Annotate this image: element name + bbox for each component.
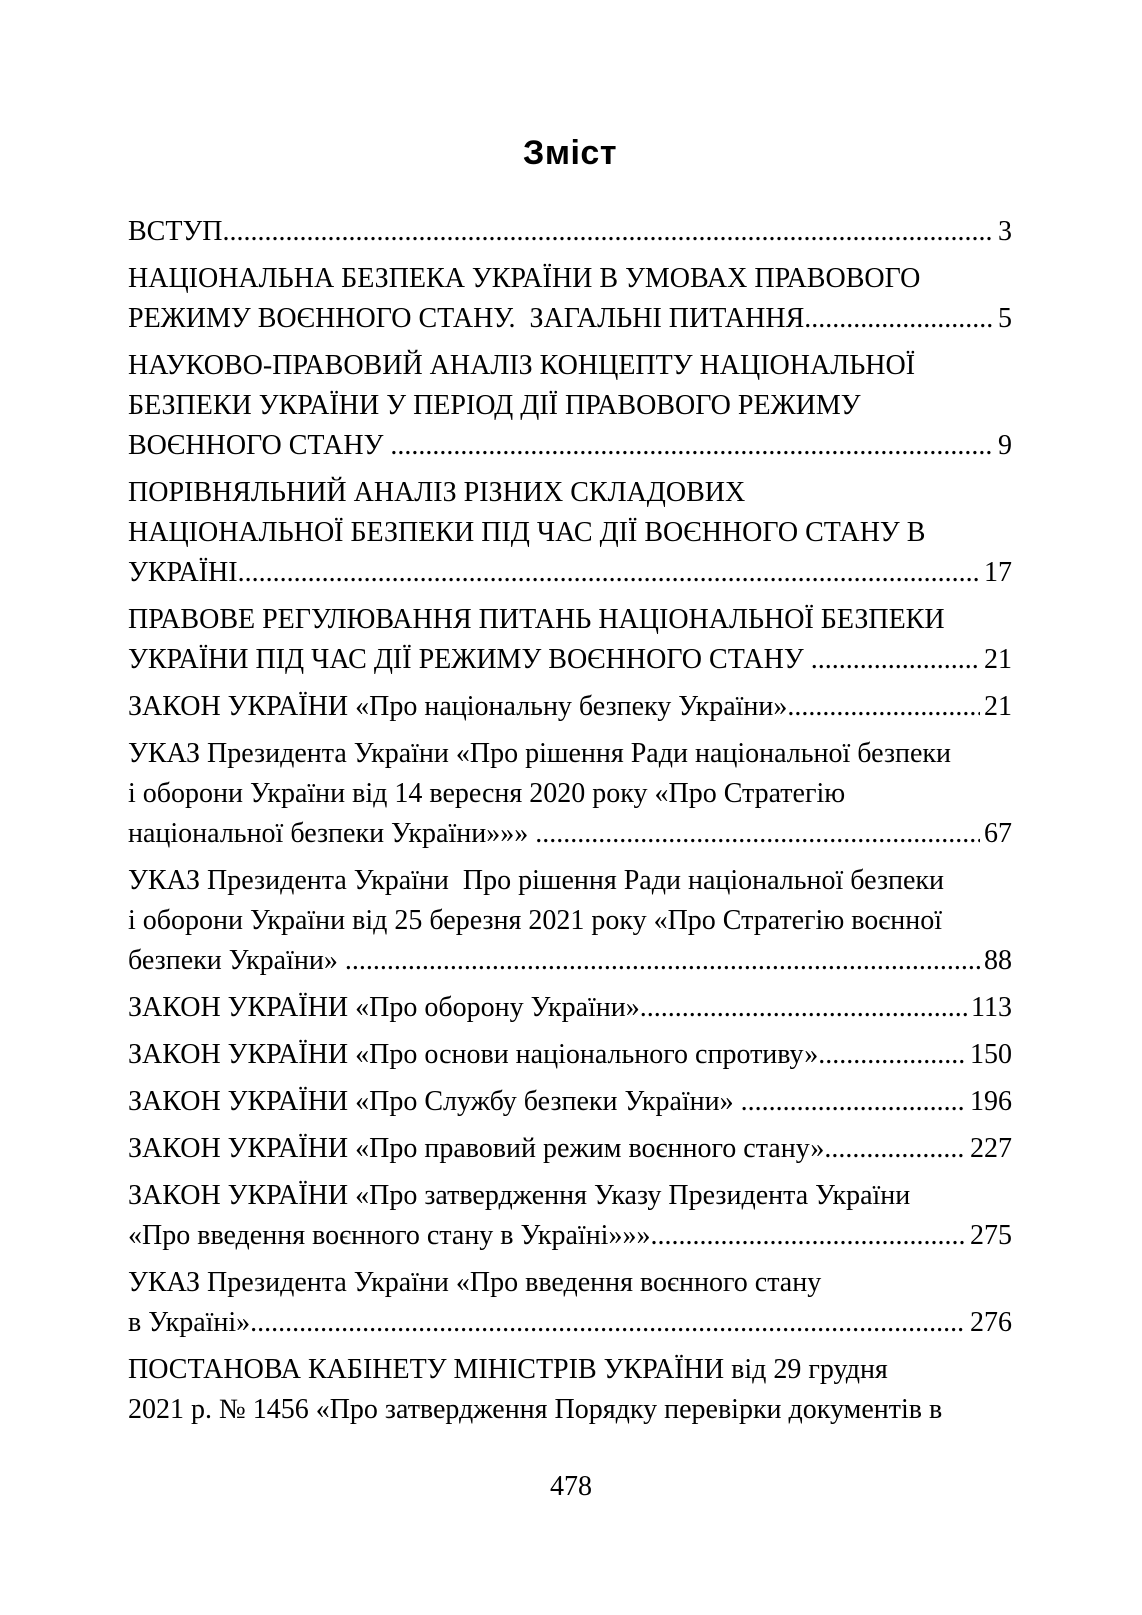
toc-entry-text: ЗАКОН УКРАЇНИ «Про основи національного спротиву» [128, 1039, 819, 1070]
toc-entry-text: і оборони України від 25 березня 2021 року «Про Стратегію воєнної [128, 905, 943, 936]
toc-entry [128, 473, 1012, 593]
toc-entry-text: УКРАЇНІ [128, 557, 238, 588]
dot-leader [650, 1216, 966, 1256]
dot-leader [811, 640, 980, 680]
toc-entry-text: ПОРІВНЯЛЬНИЙ АНАЛІЗ РІЗНИХ СКЛАДОВИХ [128, 477, 746, 508]
toc-entry-line [128, 1350, 1012, 1390]
toc-entry-page-number: 67 [984, 818, 1012, 849]
toc-entry-text: ПОСТАНОВА КАБІНЕТУ МІНІСТРІВ УКРАЇНИ від 29 грудня [128, 1354, 888, 1385]
toc-entry [128, 1176, 1012, 1256]
toc-entry-line [128, 1303, 1012, 1343]
toc-entry-page-number: 17 [984, 557, 1012, 588]
toc-entry [128, 1035, 1012, 1075]
toc-entry-line [128, 1082, 1012, 1122]
toc-entry-page-number: 3 [998, 216, 1012, 247]
toc-entry-text: УКАЗ Президента України Про рішення Ради національної безпеки [128, 865, 945, 896]
toc-entry-line [128, 640, 1012, 680]
page-title: Зміст [523, 134, 617, 172]
dot-leader [223, 212, 995, 252]
toc-entry-line [128, 212, 1012, 252]
toc-entry-text: і оборони України від 14 вересня 2020 року «Про Стратегію [128, 778, 846, 809]
toc-entry-text: ВСТУП [128, 216, 223, 247]
toc-entry-text: ЗАКОН УКРАЇНИ «Про Службу безпеки України» [128, 1086, 741, 1117]
toc-entry-line [128, 1390, 1012, 1430]
toc-entry [128, 861, 1012, 981]
toc-entry-line [128, 1035, 1012, 1075]
toc-entry-text: НАЦІОНАЛЬНОЇ БЕЗПЕКИ ПІД ЧАС ДІЇ ВОЄННОГО СТАНУ В [128, 517, 926, 548]
dot-leader [535, 814, 980, 854]
toc-entry-page-number: 113 [971, 992, 1012, 1023]
toc-entry-page-number: 275 [970, 1220, 1012, 1251]
toc-entry-line [128, 901, 1012, 941]
toc-entry [128, 212, 1012, 252]
toc-entry-text: в Україні» [128, 1307, 251, 1338]
toc-entry-text: НАЦІОНАЛЬНА БЕЗПЕКА УКРАЇНИ В УМОВАХ ПРАВОВОГО [128, 263, 921, 294]
toc-entry-line [128, 346, 1012, 386]
dot-leader [640, 988, 967, 1028]
dot-leader [787, 687, 980, 727]
toc-entry-page-number: 21 [984, 644, 1012, 675]
toc-entry-line [128, 299, 1012, 339]
toc-entry-page-number: 196 [970, 1086, 1012, 1117]
toc-entry-page-number: 227 [970, 1133, 1012, 1164]
toc-entry-line [128, 473, 1012, 513]
toc-entry [128, 988, 1012, 1028]
toc-entry-line [128, 259, 1012, 299]
toc-entry-text: національної безпеки України»»» [128, 818, 536, 849]
toc-content [128, 134, 1012, 1437]
toc-entry-page-number: 88 [984, 945, 1012, 976]
dot-leader [390, 426, 994, 466]
toc-entry-page-number: 150 [970, 1039, 1012, 1070]
toc-entry-text: «Про введення воєнного стану в Україні»»» [128, 1220, 651, 1251]
toc-entry-line [128, 513, 1012, 553]
toc-entry [128, 346, 1012, 466]
toc-entry [128, 687, 1012, 727]
toc-entry-text: ЗАКОН УКРАЇНИ «Про правовий режим воєнного стану» [128, 1133, 825, 1164]
toc-entry [128, 1082, 1012, 1122]
toc-entry-line [128, 1216, 1012, 1256]
dot-leader [818, 1035, 966, 1075]
toc-entry-text: ПРАВОВЕ РЕГУЛЮВАННЯ ПИТАНЬ НАЦІОНАЛЬНОЇ БЕЗПЕКИ [128, 604, 945, 635]
toc-entry-line [128, 941, 1012, 981]
toc-entry-line [128, 988, 1012, 1028]
toc-entry-line [128, 386, 1012, 426]
toc-entry-text: ВОЄННОГО СТАНУ [128, 430, 391, 461]
toc-entry-text: НАУКОВО-ПРАВОВИЙ АНАЛІЗ КОНЦЕПТУ НАЦІОНАЛЬНОЇ [128, 350, 916, 381]
toc-entry-text: 2021 р. № 1456 «Про затвердження Порядку перевірки документів в [128, 1394, 943, 1425]
dot-leader [238, 553, 980, 593]
toc-entry-page-number: 21 [984, 691, 1012, 722]
dot-leader [345, 941, 980, 981]
toc-entry-page-number: 276 [970, 1307, 1012, 1338]
toc-entry-line [128, 1129, 1012, 1169]
toc-entry [128, 259, 1012, 339]
toc-entry-line [128, 426, 1012, 466]
toc-entry [128, 1129, 1012, 1169]
toc-entry-line [128, 861, 1012, 901]
toc-entry-text: УКРАЇНИ ПІД ЧАС ДІЇ РЕЖИМУ ВОЄННОГО СТАНУ [128, 644, 811, 675]
toc-entry-page-number: 5 [998, 303, 1012, 334]
toc-entry-line [128, 600, 1012, 640]
toc-entry-text: ЗАКОН УКРАЇНИ «Про оборону України» [128, 992, 640, 1023]
toc-entry-line [128, 1176, 1012, 1216]
footer-page-number: 478 [550, 1471, 592, 1502]
toc-entry-line [128, 1263, 1012, 1303]
toc-entry-line [128, 814, 1012, 854]
toc-entry-text: УКАЗ Президента України «Про рішення Ради національної безпеки [128, 738, 952, 769]
toc-entry [128, 734, 1012, 854]
toc-entry [128, 1263, 1012, 1343]
toc-entry-text: ЗАКОН УКРАЇНИ «Про національну безпеку України» [128, 691, 788, 722]
toc-entry-text: УКАЗ Президента України «Про введення воєнного стану [128, 1267, 822, 1298]
dot-leader [741, 1082, 966, 1122]
toc-entry-text: РЕЖИМУ ВОЄННОГО СТАНУ. ЗАГАЛЬНІ ПИТАННЯ [128, 303, 805, 334]
toc-entry-line [128, 734, 1012, 774]
toc-entry-text: БЕЗПЕКИ УКРАЇНИ У ПЕРІОД ДІЇ ПРАВОВОГО РЕЖИМУ [128, 390, 861, 421]
toc-entry [128, 1350, 1012, 1430]
dot-leader [250, 1303, 966, 1343]
toc-entry-text: ЗАКОН УКРАЇНИ «Про затвердження Указу Президента України [128, 1180, 911, 1211]
toc-entry-line [128, 774, 1012, 814]
toc-entry-line [128, 687, 1012, 727]
dot-leader [804, 299, 994, 339]
toc-entry-text: безпеки України» [128, 945, 345, 976]
dot-leader [824, 1129, 966, 1169]
toc-list [128, 212, 1012, 1430]
toc-entry-page-number: 9 [998, 430, 1012, 461]
toc-entry [128, 600, 1012, 680]
toc-entry-line [128, 553, 1012, 593]
